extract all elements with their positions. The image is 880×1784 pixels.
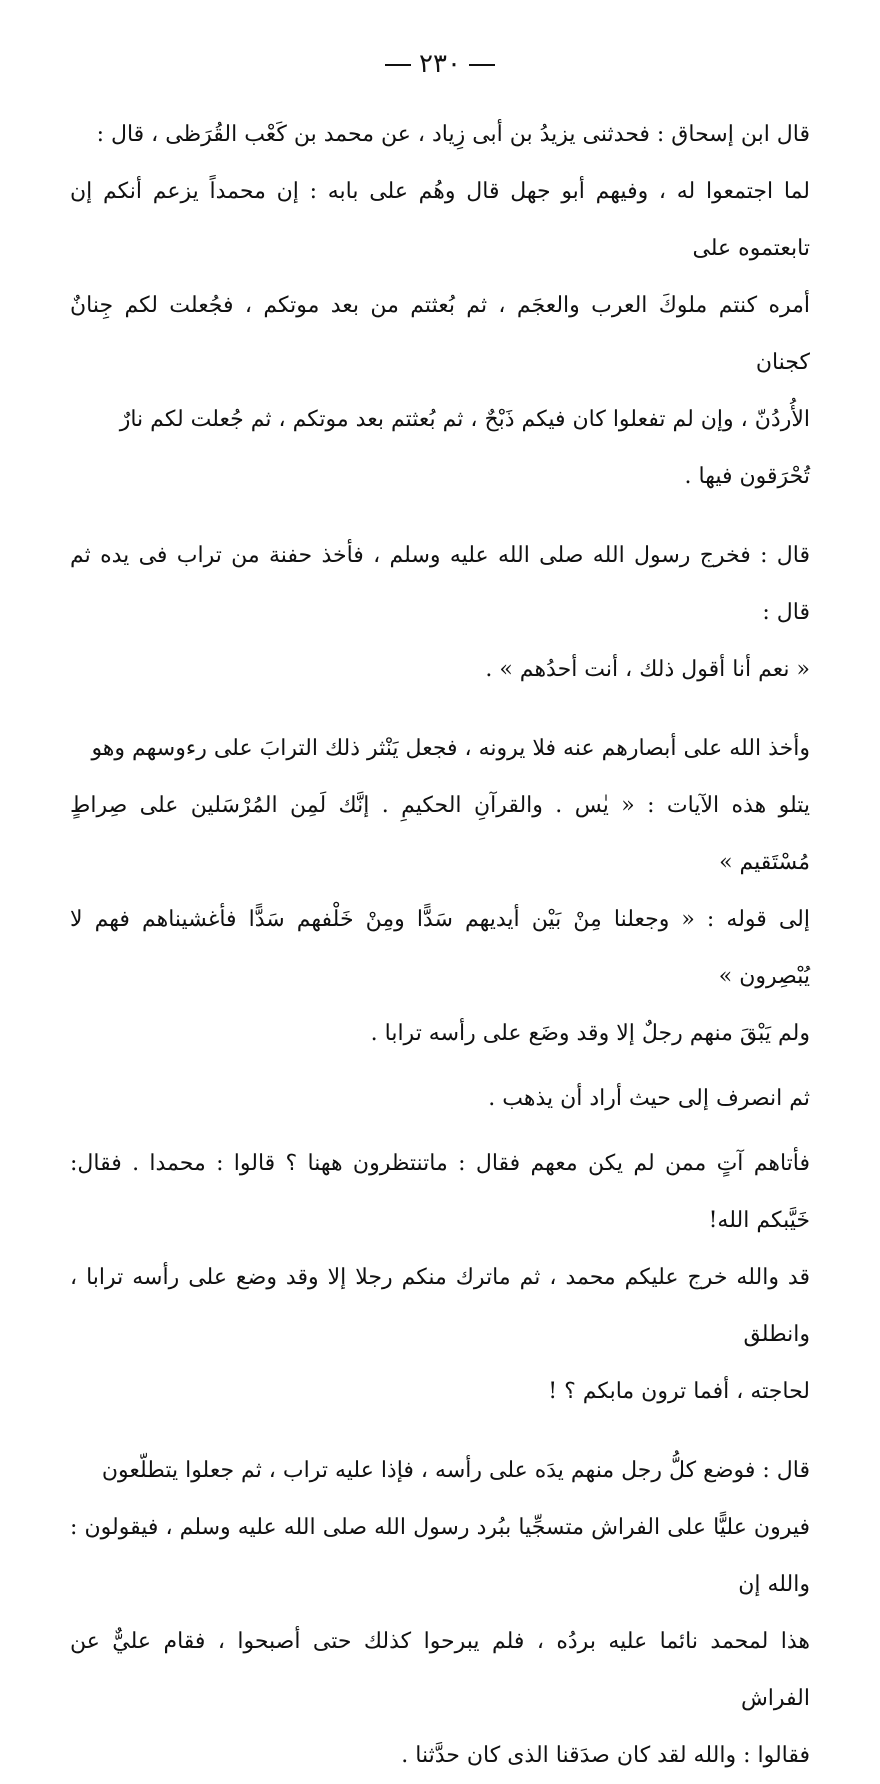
paragraph-5 — [70, 1135, 810, 1420]
header-dash-left — [385, 64, 411, 66]
text-line: هذا لمحمد نائما عليه بردُه ، فلم يبرحوا كذلك حتى أصبحوا ، فقام عليٌّ عن الفراش — [70, 1629, 810, 1711]
text-line: الأُردُنّ ، وإن لم تفعلوا كان فيكم ذَبْحٌ ، ثم بُعثتم بعد موتكم ، ثم جُعلت لكم نارٌ — [119, 407, 810, 432]
text-line: ولم يَبْقَ منهم رجلٌ إلا وقد وضَع على رأسه ترابا . — [370, 1021, 810, 1046]
text-line: لحاجته ، أفما ترون مابكم ؟ ! — [548, 1379, 810, 1404]
paragraph-6 — [70, 1442, 810, 1784]
text-line: أمره كنتم ملوكَ العرب والعجَم ، ثم بُعثتم من بعد موتكم ، فجُعلت لكم جِنانٌ كجنان — [70, 293, 810, 375]
text-line: فأتاهم آتٍ ممن لم يكن معهم فقال : ماتنتظرون ههنا ؟ قالوا : محمدا . فقال: خَيَّبكم الله! — [70, 1151, 810, 1233]
text-line: لما اجتمعوا له ، وفيهم أبو جهل قال وهُم على بابه : إن محمداً يزعم أنكم إن تابعتموه على — [70, 179, 810, 261]
text-line: فقالوا : والله لقد كان صدَقنا الذى كان حدَّثنا . — [401, 1743, 810, 1768]
page-body — [70, 106, 810, 1784]
paragraph-3 — [70, 720, 810, 1062]
text-line: قال : فخرج رسول الله صلى الله عليه وسلم ، فأخذ حفنة من تراب فى يده ثم قال : — [70, 543, 810, 625]
text-line: وأخذ الله على أبصارهم عنه فلا يرونه ، فجعل يَنْثر ذلك الترابَ على رءوسهم وهو — [91, 736, 810, 761]
text-line: قد والله خرج عليكم محمد ، ثم ماترك منكم رجلا إلا وقد وضع على رأسه ترابا ، وانطلق — [70, 1265, 810, 1347]
text-line: قال ابن إسحاق : فحدثنى يزيدُ بن أبى زِياد ، عن محمد بن كَعْب القُرَظى ، قال : — [96, 122, 810, 147]
paragraph-2 — [70, 527, 810, 698]
page-header — [70, 44, 810, 84]
text-line: ثم انصرف إلى حيث أراد أن يذهب . — [488, 1086, 810, 1111]
text-line: تُحْرَقون فيها . — [684, 464, 810, 489]
text-line: إلى قوله : « وجعلنا مِنْ بَيْن أيديهم سَدًّا ومِنْ خَلْفهم سَدًّا فأغشيناهم فهم لا يُبْصِرون » — [70, 907, 810, 989]
paragraph-4 — [70, 1070, 810, 1127]
paragraph-1 — [70, 106, 810, 505]
text-line: فيرون عليًّا على الفراش متسجِّيا ببُرد رسول الله صلى الله عليه وسلم ، فيقولون : والله إن — [70, 1515, 810, 1597]
header-dash-right — [469, 64, 495, 66]
text-line: « نعم أنا أقول ذلك ، أنت أحدُهم » . — [485, 657, 810, 682]
text-line: يتلو هذه الآيات : « يٰس . والقرآنِ الحكيمِ . إنَّك لَمِن المُرْسَلين على صِراطٍ مُسْتَقيم » — [70, 793, 810, 875]
text-line: قال : فوضع كلُّ رجل منهم يدَه على رأسه ، فإذا عليه تراب ، ثم جعلوا يتطلّعون — [101, 1458, 810, 1483]
page-number: ٢٣٠ — [419, 49, 461, 79]
